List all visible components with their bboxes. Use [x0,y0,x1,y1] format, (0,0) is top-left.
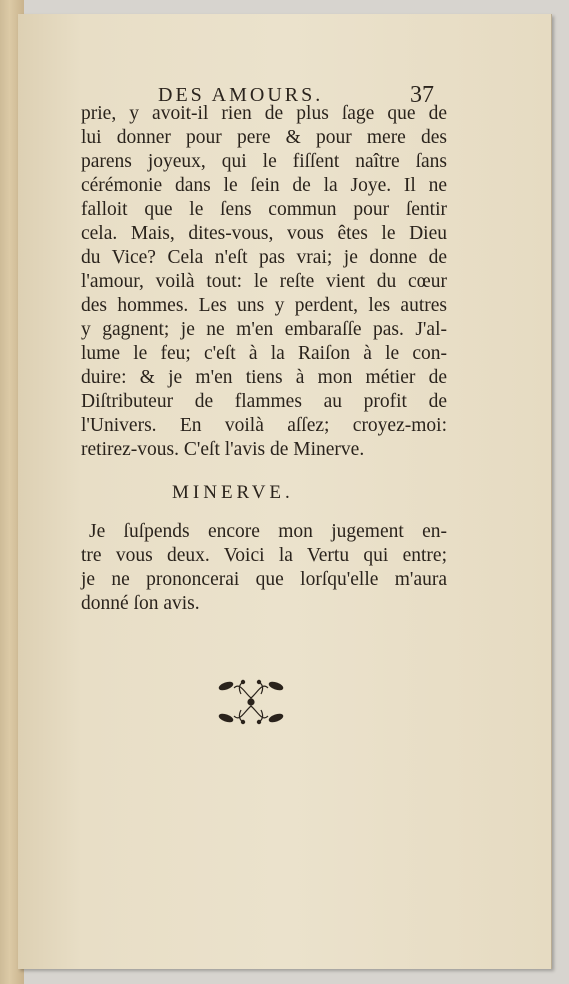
text-line: donné ſon avis. [81,593,200,614]
text-line: falloit que le ſens commun pour ſentir [81,199,447,220]
fleuron-ornament-icon [214,676,288,728]
text-line: prie, y avoit-il rien de plus ſage que de [81,103,447,124]
speaker-heading: MINERVE. [172,482,294,503]
text-line: des hommes. Les uns y perdent, les autres [81,295,447,316]
text-line: lui donner pour pere & pour mere des [81,127,447,148]
text-line: cérémonie dans le ſein de la Joye. Il ne [81,175,447,196]
paragraph-2 [81,520,447,616]
running-head: DES AMOURS. [158,84,324,106]
text-line: du Vice? Cela n'eſt pas vrai; je donne de [81,247,447,268]
text-line: parens joyeux, qui le fiſſent naître ſans [81,151,447,172]
paragraph-1 [81,102,447,462]
text-line: lume le feu; c'eſt à la Raiſon à le con- [81,343,447,364]
text-line: duire: & je m'en tiens à mon métier de [81,367,447,388]
text-line: retirez-vous. C'eſt l'avis de Minerve. [81,439,365,460]
text-line: Diſtributeur de flammes au profit de [81,391,447,412]
text-line: y gagnent; je ne m'en embaraſſe pas. J'al- [81,319,447,340]
text-line: Je ſuſpends encore mon jugement en- [89,521,447,542]
text-line: l'amour, voilà tout: le reſte vient du cœur [81,271,447,292]
text-line: cela. Mais, dites-vous, vous êtes le Dieu [81,223,447,244]
text-line: tre vous deux. Voici la Vertu qui entre; [81,545,447,566]
page-number: 37 [410,82,434,108]
text-line: l'Univers. En voilà aſſez; croyez-moi: [81,415,447,436]
text-line: je ne prononcerai que lorſqu'elle m'aura [81,569,447,590]
